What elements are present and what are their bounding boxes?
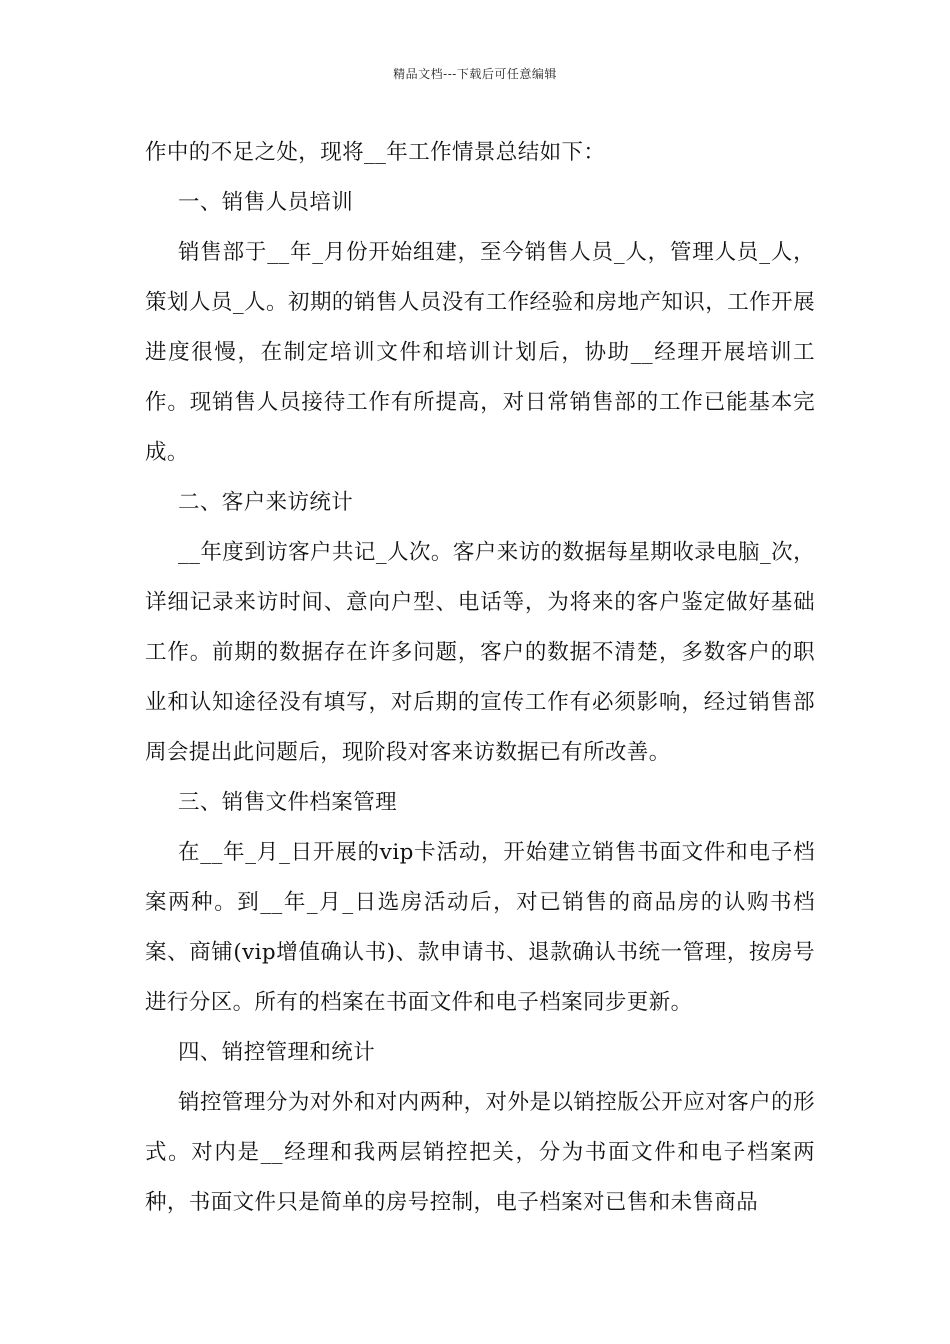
paragraph-sales-training: 销售部于__年_月份开始组建，至今销售人员_人，管理人员_人，策划人员_人。初期的销售人员没有工作经验和房地产知识，工作开展进度很慢，在制定培训文件和培训计划后，协助__经理开展培训工作。现销售人员接待工作有所提高，对日常销售部的工作已能基本完成。 [145, 240, 815, 465]
paragraph-intro-continuation: 作中的不足之处，现将__年工作情景总结如下： [145, 140, 606, 165]
section-heading-sales-control: 四、销控管理和统计 [178, 1040, 376, 1065]
paragraph-customer-visits: __年度到访客户共记_人次。客户来访的数据每星期收录电脑_次，详细记录来访时间、意向户型、电话等，为将来的客户鉴定做好基础工作。前期的数据存在许多问题，客户的数据不清楚，多数客户的职业和认知途径没有填写，对后期的宣传工作有必须影响，经过销售部周会提出此问题后，现阶段对客来访数据已有所改善。 [145, 540, 815, 765]
document-body [145, 128, 815, 1228]
section-heading-customer-visits: 二、客户来访统计 [178, 490, 354, 515]
page-header: 精品文档---下载后可任意编辑 [393, 67, 557, 81]
section-heading-file-archive: 三、销售文件档案管理 [178, 790, 398, 815]
paragraph-file-archive: 在__年_月_日开展的vip卡活动，开始建立销售书面文件和电子档案两种。到__年_月_日选房活动后，对已销售的商品房的认购书档案、商铺(vip增值确认书)、款申请书、退款确认书统一管理，按房号进行分区。所有的档案在书面文件和电子档案同步更新。 [145, 840, 815, 1015]
paragraph-sales-control: 销控管理分为对外和对内两种，对外是以销控版公开应对客户的形式。对内是__经理和我两层销控把关，分为书面文件和电子档案两种，书面文件只是简单的房号控制，电子档案对已售和未售商品 [145, 1090, 815, 1215]
section-heading-sales-training: 一、销售人员培训 [178, 190, 354, 215]
